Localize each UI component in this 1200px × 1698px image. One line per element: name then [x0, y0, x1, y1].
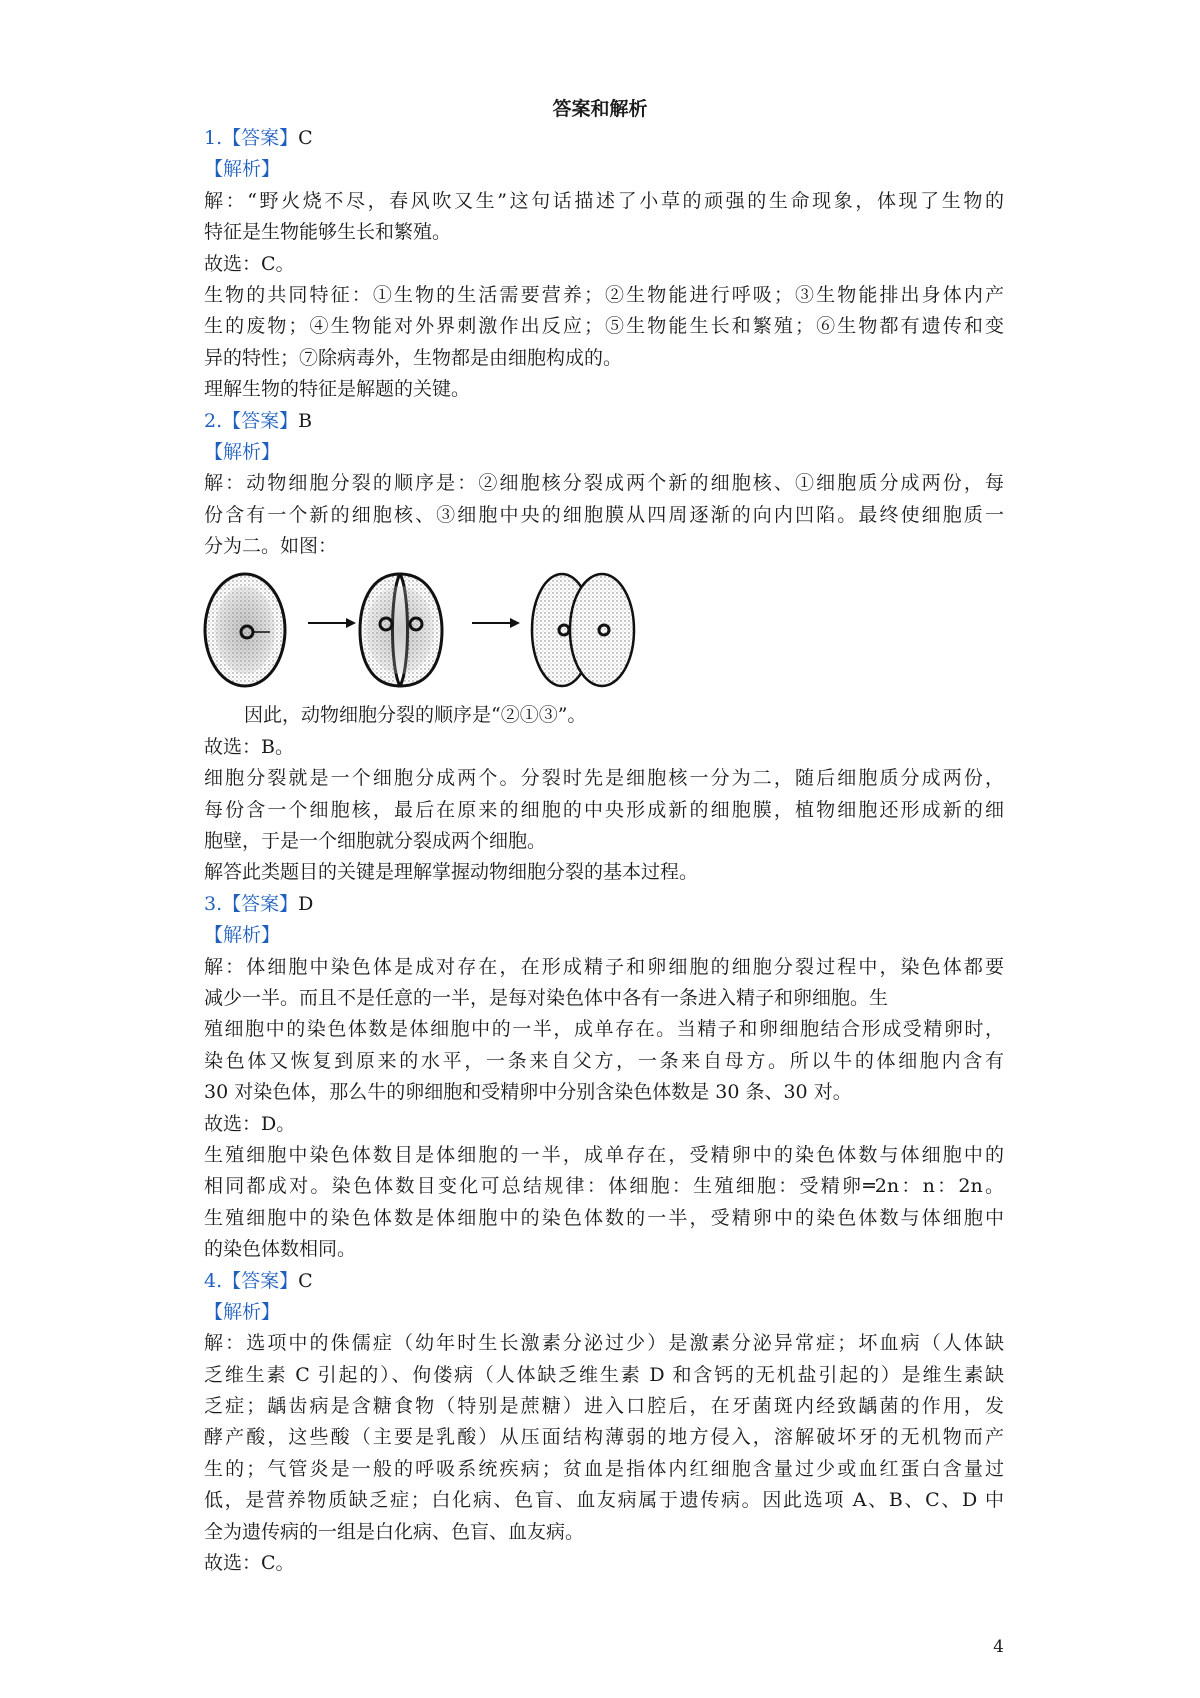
- text-line: 低，是营养物质缺乏症；白化病、色盲、血友病属于遗传病。因此选项 A、B、C、D 中: [204, 1489, 1004, 1512]
- text-line: 特征是生物能够生长和繁殖。: [204, 221, 452, 244]
- answer-label: 4.【答案】: [204, 1269, 299, 1292]
- cell-stage-1: [205, 574, 285, 686]
- text-line: 染色体又恢复到原来的水平，一条来自父方，一条来自母方。所以牛的体细胞内含有: [204, 1049, 1004, 1072]
- cell-division-diagram: [200, 568, 640, 692]
- text-line: 解答此类题目的关键是理解掌握动物细胞分裂的基本过程。: [204, 861, 699, 884]
- text-line: 生的；气管炎是一般的呼吸系统疾病；贫血是指体内红细胞含量过少或血红蛋白含量过: [204, 1457, 1004, 1480]
- text-line: 因此，动物细胞分裂的顺序是“②①③”。: [244, 704, 587, 727]
- text-line: 的染色体数相同。: [204, 1238, 357, 1261]
- text-line: 分为二。如图：: [204, 535, 338, 558]
- text-line: 乏维生素 C 引起的）、佝偻病（人体缺乏维生素 D 和含钙的无机盐引起的）是维生素缺: [204, 1363, 1004, 1386]
- text-line: 理解生物的特征是解题的关键。: [204, 378, 471, 401]
- analysis-label: 【解析】: [204, 924, 281, 947]
- answer-line-2: [204, 406, 1004, 437]
- answer-line-1: [204, 123, 1004, 154]
- answer-content: [204, 123, 1004, 1579]
- arrow-icon: [308, 618, 356, 628]
- text-line: 相同都成对。染色体数目变化可总结规律：体细胞：生殖细胞：受精卵═2n：n：2n。: [204, 1175, 1004, 1198]
- text-line: 全为遗传病的一组是白化病、色盲、血友病。: [204, 1520, 585, 1543]
- analysis-label: 【解析】: [204, 158, 281, 181]
- text-line: 殖细胞中的染色体数是体细胞中的一半，成单存在。当精子和卵细胞结合形成受精卵时，: [204, 1018, 1004, 1041]
- answer-label: 3.【答案】: [204, 892, 299, 915]
- answer-value: D: [298, 892, 314, 915]
- text-line: 生物的共同特征：①生物的生活需要营养；②生物能进行呼吸；③生物能排出身体内产: [204, 283, 1004, 306]
- arrow-icon: [472, 618, 520, 628]
- answer-value: C: [298, 127, 313, 149]
- text-line: 细胞分裂就是一个细胞分成两个。分裂时先是细胞核一分为二，随后细胞质分成两份，: [204, 767, 1004, 790]
- answer-value: C: [298, 1269, 313, 1292]
- text-line: 异的特性；⑦除病毒外，生物都是由细胞构成的。: [204, 346, 623, 369]
- cell-stage-3: [532, 574, 634, 686]
- cell-division-figure: [204, 568, 1004, 696]
- cell-stage-2: [360, 574, 442, 686]
- text-line: 减少一半。而且不是任意的一半，是每对染色体中各有一条进入精子和卵细胞。生: [204, 986, 889, 1009]
- text-line: 生的废物；④生物能对外界刺激作出反应；⑤生物能生长和繁殖；⑥生物都有遗传和变: [204, 315, 1004, 338]
- text-line: 解：“野火烧不尽，春风吹又生”这句话描述了小草的顽强的生命现象，体现了生物的: [204, 189, 1004, 212]
- text-line: 胞壁，于是一个细胞就分裂成两个细胞。: [204, 830, 547, 853]
- page-title: 答案和解析: [552, 98, 648, 120]
- text-line: 解：体细胞中染色体是成对存在，在形成精子和卵细胞的细胞分裂过程中，染色体都要: [204, 955, 1004, 978]
- answer-label: 2.【答案】: [204, 409, 299, 432]
- answer-line-3: [204, 889, 1004, 920]
- page-number: 4: [993, 1637, 1004, 1657]
- text-line: 乏症；龋齿病是含糖食物（特别是蔗糖）进入口腔后，在牙菌斑内经致龋菌的作用，发: [204, 1395, 1004, 1418]
- analysis-label: 【解析】: [204, 440, 281, 463]
- text-line: 解：选项中的侏儒症（幼年时生长激素分泌过少）是激素分泌异常症；坏血病（人体缺: [204, 1332, 1004, 1355]
- text-line: 故选：D。: [204, 1112, 296, 1135]
- text-line: 故选：C。: [204, 1552, 295, 1575]
- text-line: 生殖细胞中的染色体数是体细胞中的染色体数的一半，受精卵中的染色体数与体细胞中: [204, 1206, 1004, 1229]
- text-line: 解：动物细胞分裂的顺序是：②细胞核分裂成两个新的细胞核、①细胞质分成两份，每: [204, 472, 1004, 495]
- text-line: 故选：B。: [204, 735, 294, 758]
- analysis-label: 【解析】: [204, 1300, 281, 1323]
- text-line: 每份含一个细胞核，最后在原来的细胞的中央形成新的细胞膜，植物细胞还形成新的细: [204, 798, 1004, 821]
- answer-label: 1.【答案】: [204, 127, 299, 149]
- answer-line-4: [204, 1266, 1004, 1297]
- text-line: 酵产酸，这些酸（主要是乳酸）从压面结构薄弱的地方侵入，溶解破坏牙的无机物而产: [204, 1426, 1004, 1449]
- text-line: 生殖细胞中染色体数目是体细胞的一半，成单存在，受精卵中的染色体数与体细胞中的: [204, 1143, 1004, 1166]
- text-line: 30 对染色体，那么牛的卵细胞和受精卵中分别含染色体数是 30 条、30 对。: [204, 1081, 852, 1104]
- text-line: 份含有一个新的细胞核、③细胞中央的细胞膜从四周逐渐的向内凹陷。最终使细胞质一: [204, 503, 1004, 526]
- text-line: 故选：C。: [204, 252, 295, 275]
- answer-value: B: [298, 409, 313, 432]
